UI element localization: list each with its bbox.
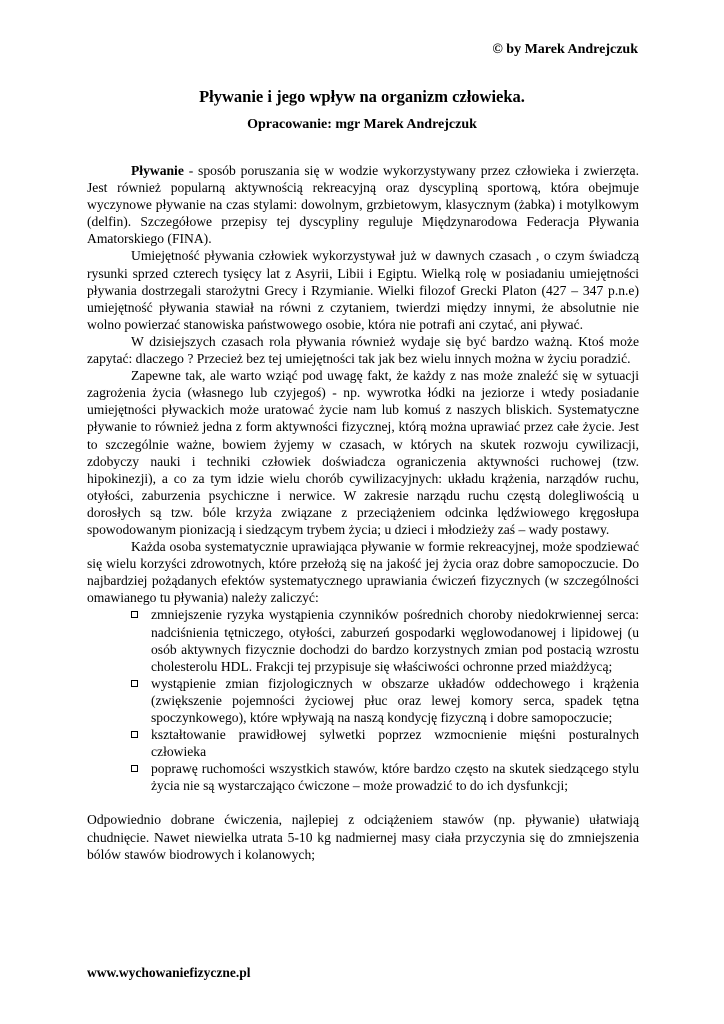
list-item bbox=[131, 606, 639, 674]
list-item-text: poprawę ruchomości wszystkich stawów, które bardzo często na skutek siedzącego stylu życia nie są wystarczająco ćwiczone – może prowadzić to do ich dysfunkcji; bbox=[151, 761, 639, 794]
benefits-list bbox=[87, 606, 639, 794]
paragraph-6: Odpowiednio dobrane ćwiczenia, najlepiej z odciążeniem stawów (np. pływanie) ułatwiają chudnięcie. Nawet niewielka utrata 5-10 kg nadmiernej masy ciała przyczynia się do zmniejszenia bólów stawów biodrowych i kolanowych; bbox=[87, 812, 639, 862]
document-title: Pływanie i jego wpływ na organizm człowieka. bbox=[199, 87, 525, 106]
copyright-notice: © by Marek Andrejczuk bbox=[492, 42, 638, 57]
square-bullet-icon bbox=[131, 731, 138, 738]
paragraph-1 bbox=[87, 162, 639, 247]
footer-website[interactable]: www.wychowaniefizyczne.pl bbox=[87, 965, 251, 980]
paragraph-4: Zapewne tak, ale warto wziąć pod uwagę fakt, że każdy z nas może znaleźć się w sytuacji zagrożenia życia (własnego lub czyjegoś) - np. wywrotka łódki na jeziorze i wtedy posiadanie umiejętności pływackich może uratować życie nam lub komuś z naszych bliskich. Systematyczne pływanie to również jedna z form aktywności fizycznej, którą można uprawiać przez całe życie. Jest to szczególnie ważne, bowiem żyjemy w czasach, w których na skutek rozwoju cywilizacji, zdobyczy nauki i techniki człowiek doświadcza ograniczenia aktywności ruchowej (tzw. hipokinezji), a co za tym idzie wielu chorób cywilizacyjnych: układu krążenia, narządów ruchu, otyłości, zaburzenia psychiczne i nerwice. W zakresie narządu ruchu częstą dolegliwością u dorosłych są tzw. bóle krzyża związane z przeciążeniem odcinka lędźwiowego kręgosłupa spowodowanym pionizacją i siedzącym trybem życia; u dzieci i młodzieży zaś – wady postawy. bbox=[87, 368, 639, 537]
paragraph-2: Umiejętność pływania człowiek wykorzystywał już w dawnych czasach , o czym świadczą rysunki sprzed czterech tysięcy lat z Asyrii, Libii i Egiptu. Wielką rolę w posiadaniu umiejętności pływania dostrzegali starożytni Grecy i Rzymianie. Wielki filozof Grecki Platon (427 – 347 p.n.e) umiejętność pływania stawiał na równi z czytaniem, twierdzi między innymi, że absolutnie nie wolno powierzać stanowiska państwowego osobie, która nie potrafi ani czytać, ani pływać. bbox=[87, 248, 639, 332]
square-bullet-icon bbox=[131, 680, 138, 687]
list-item bbox=[131, 760, 639, 794]
square-bullet-icon bbox=[131, 611, 138, 618]
document-subtitle: Opracowanie: mgr Marek Andrejczuk bbox=[247, 117, 477, 132]
paragraph-3: W dzisiejszych czasach rola pływania również wydaje się być bardzo ważną. Ktoś może zapytać: dlaczego ? Przecież bez tej umiejętności tak jak bez wielu innych można w życiu poradzić. bbox=[87, 333, 639, 367]
paragraph-1-lead: Pływanie bbox=[131, 163, 184, 178]
spacer bbox=[87, 794, 639, 811]
paragraph-5: Każda osoba systematycznie uprawiająca pływanie w formie rekreacyjnej, może spodziewać się wielu korzyści zdrowotnych, które przełożą się na jakość jej życia oraz dobre samopoczucie. Do najbardziej pożądanych efektów systematycznego uprawiania ćwiczeń fizycznych (w szczególności omawianego tu pływania) należy zaliczyć: bbox=[87, 539, 639, 606]
document-body bbox=[87, 162, 639, 863]
square-bullet-icon bbox=[131, 765, 138, 772]
list-item bbox=[131, 726, 639, 760]
list-item-text: kształtowanie prawidłowej sylwetki poprzez wzmocnienie mięśni posturalnych człowieka bbox=[151, 727, 639, 760]
list-item-text: zmniejszenie ryzyka wystąpienia czynników pośrednich choroby niedokrwiennej serca: nadciśnienia tętniczego, otyłości, zaburzeń gospodarki węglowodanowej i lipidowej (u osób aktywnych fizycznie dochodzi do bardzo korzystnych zmian pod postacią wzrostu cholesterolu HDL. Frakcji tej przypisuje się właściwości ochronne przed miażdżycą; bbox=[151, 607, 639, 674]
list-item bbox=[131, 675, 639, 726]
list-item-text: wystąpienie zmian fizjologicznych w obszarze układów oddechowego i krążenia (zwiększenie pojemności życiowej płuc oraz lewej komory serca, spadek tętna spoczynkowego), które wpływają na naszą kondycję fizyczną i dobre samopoczucie; bbox=[151, 675, 639, 725]
paragraph-1-text: - sposób poruszania się w wodzie wykorzystywany przez człowieka i zwierzęta. Jest również popularną aktywnością rekreacyjną oraz dyscypliną sportową, która obejmuje wyczynowe pływanie na czas stylami: dowolnym, grzbietowym, klasycznym (żabka) i motylkowym (delfin). Szczegółowe przepisy tej dyscypliny reguluje Międzynarodowa Federacja Pływania Amatorskiego (FINA). bbox=[87, 163, 639, 247]
